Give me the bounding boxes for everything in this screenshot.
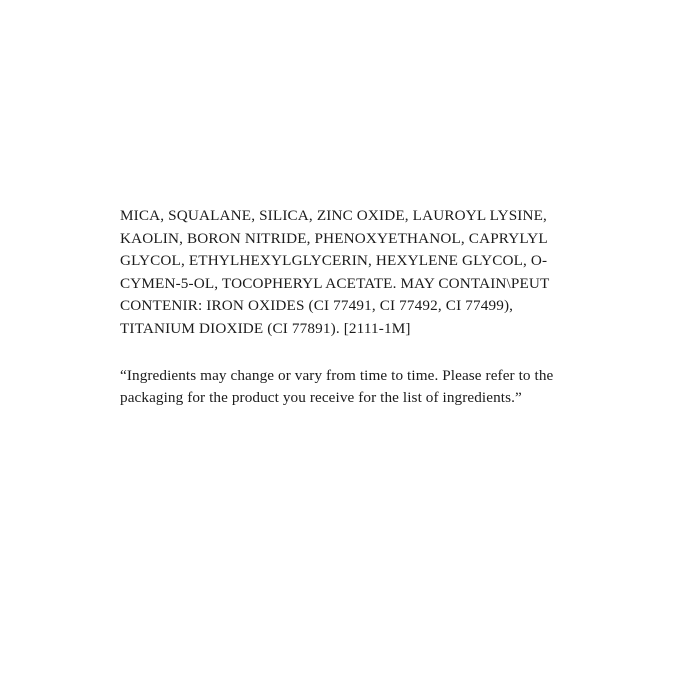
ingredients-disclaimer-text: “Ingredients may change or vary from time to time. Please refer to the packaging for the product you receive for the list of ingredients.” — [120, 366, 554, 407]
ingredients-panel — [120, 205, 568, 410]
ingredients-list-text: MICA, SQUALANE, SILICA, ZINC OXIDE, LAUROYL LYSINE, KAOLIN, BORON NITRIDE, PHENOXYETHANOL, CAPRYLYL GLYCOL, ETHYLHEXYLGLYCERIN, HEXYLENE GLYCOL, O-CYMEN-5-OL, TOCOPHERYL ACETATE. MAY CONTAIN\PEUT CONTENIR: IRON OXIDES (CI 77491, CI 77492, CI 77499), TITANIUM DIOXIDE (CI 77891). [2111-1M] — [120, 207, 550, 337]
